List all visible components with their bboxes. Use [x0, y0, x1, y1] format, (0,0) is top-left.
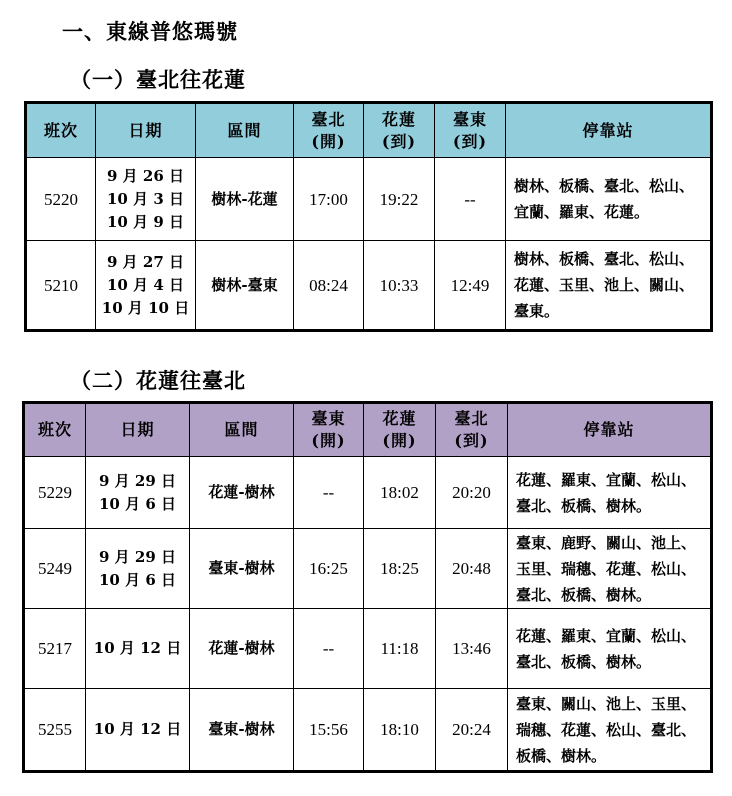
stops-cell: 臺東、鹿野、關山、池上、玉里、瑞穗、花蓮、松山、臺北、板橋、樹林。 — [508, 529, 712, 609]
column-header — [294, 103, 364, 158]
section-range-cell: 樹林-臺東 — [196, 241, 294, 331]
section-range-cell: 臺東-樹林 — [190, 689, 294, 772]
train-number-cell: 5217 — [24, 609, 86, 689]
time-cell: 19:22 — [364, 158, 435, 241]
time-cell: 08:24 — [294, 241, 364, 331]
header-text-line: (到) — [381, 131, 417, 151]
column-header — [24, 403, 86, 457]
time-cell: 16:25 — [294, 529, 364, 609]
header-text-line: (到) — [452, 131, 488, 151]
column-header — [96, 103, 196, 158]
time-cell: 15:56 — [294, 689, 364, 772]
section-range-cell: 樹林-花蓮 — [196, 158, 294, 241]
train-number-cell: 5229 — [24, 457, 86, 529]
dates-cell — [86, 689, 190, 772]
column-header — [364, 103, 435, 158]
time-cell: 20:20 — [436, 457, 508, 529]
header-text-line: 日期 — [128, 120, 163, 140]
schedule-table-hualien-to-taipei — [22, 401, 713, 773]
header-text-line: 區間 — [227, 120, 262, 140]
time-cell: 17:00 — [294, 158, 364, 241]
column-header — [364, 403, 436, 457]
date-line: 9 月 29 日 — [99, 547, 176, 566]
header-text-line: 花蓮 — [381, 109, 416, 129]
time-cell: 10:33 — [364, 241, 435, 331]
dates-cell — [96, 158, 196, 241]
header-text-line: 花蓮 — [382, 409, 417, 428]
header-text-line: 停靠站 — [582, 120, 634, 140]
schedule-table-taipei-to-hualien — [24, 101, 713, 332]
column-header — [294, 403, 364, 457]
section-2-title: （二）花蓮往臺北 — [70, 368, 246, 393]
time-cell: 18:02 — [364, 457, 436, 529]
header-text-line: 臺北 — [311, 109, 346, 129]
table-row — [26, 241, 712, 331]
date-line: 9 月 27 日 — [107, 252, 184, 271]
stops-cell: 樹林、板橋、臺北、松山、花蓮、玉里、池上、關山、臺東。 — [506, 241, 712, 331]
stops-cell: 花蓮、羅東、宜蘭、松山、臺北、板橋、樹林。 — [508, 609, 712, 689]
date-line: 10 月 6 日 — [99, 494, 176, 513]
header-text-line: 班次 — [43, 120, 78, 140]
section-range-cell: 臺東-樹林 — [190, 529, 294, 609]
time-cell: -- — [294, 457, 364, 529]
column-header — [508, 403, 712, 457]
header-text-line: 臺東 — [311, 409, 346, 428]
column-header — [196, 103, 294, 158]
date-line: 10 月 12 日 — [93, 720, 182, 738]
train-number-cell: 5220 — [26, 158, 96, 241]
date-line: 10 月 4 日 — [107, 275, 184, 294]
table-header-row — [26, 103, 712, 158]
train-number-cell: 5210 — [26, 241, 96, 331]
time-cell: 11:18 — [364, 609, 436, 689]
section-range-cell: 花蓮-樹林 — [190, 457, 294, 529]
time-cell: -- — [294, 609, 364, 689]
table-row — [24, 609, 712, 689]
table-row — [24, 457, 712, 529]
date-line: 10 月 9 日 — [107, 212, 184, 231]
section-range-cell: 花蓮-樹林 — [190, 609, 294, 689]
time-cell: -- — [435, 158, 506, 241]
column-header — [506, 103, 712, 158]
date-line: 10 月 3 日 — [107, 189, 184, 208]
table-row — [26, 158, 712, 241]
header-text-line: 區間 — [224, 420, 259, 439]
header-text-line: (開) — [311, 431, 346, 450]
date-line: 10 月 10 日 — [101, 298, 190, 317]
dates-cell — [96, 241, 196, 331]
dates-cell — [86, 609, 190, 689]
column-header — [86, 403, 190, 457]
date-line: 10 月 12 日 — [93, 639, 182, 657]
dates-cell — [86, 529, 190, 609]
header-text-line: 班次 — [37, 420, 72, 439]
time-cell: 20:48 — [436, 529, 508, 609]
table-row — [24, 689, 712, 772]
section-1-title: （一）臺北往花蓮 — [70, 67, 246, 92]
header-text-line: 臺東 — [452, 109, 487, 129]
header-text-line: 臺北 — [454, 409, 489, 428]
stops-cell: 樹林、板橋、臺北、松山、宜蘭、羅東、花蓮。 — [506, 158, 712, 241]
train-number-cell: 5249 — [24, 529, 86, 609]
header-text-line: (到) — [454, 431, 489, 450]
column-header — [190, 403, 294, 457]
header-text-line: 停靠站 — [583, 420, 635, 439]
header-text-line: 日期 — [120, 420, 155, 439]
time-cell: 12:49 — [435, 241, 506, 331]
time-cell: 13:46 — [436, 609, 508, 689]
time-cell: 18:10 — [364, 689, 436, 772]
header-text-line: (開) — [382, 431, 417, 450]
time-cell: 20:24 — [436, 689, 508, 772]
stops-cell: 臺東、關山、池上、玉里、瑞穗、花蓮、松山、臺北、板橋、樹林。 — [508, 689, 712, 772]
header-text-line: (開) — [311, 131, 346, 151]
time-cell: 18:25 — [364, 529, 436, 609]
page-heading: 一、東線普悠瑪號 — [62, 19, 238, 44]
column-header — [26, 103, 96, 158]
date-line: 9 月 26 日 — [107, 166, 184, 185]
date-line: 10 月 6 日 — [99, 570, 176, 589]
column-header — [435, 103, 506, 158]
dates-cell — [86, 457, 190, 529]
stops-cell: 花蓮、羅東、宜蘭、松山、臺北、板橋、樹林。 — [508, 457, 712, 529]
column-header — [436, 403, 508, 457]
train-number-cell: 5255 — [24, 689, 86, 772]
table-header-row — [24, 403, 712, 457]
table-row — [24, 529, 712, 609]
date-line: 9 月 29 日 — [99, 471, 176, 490]
